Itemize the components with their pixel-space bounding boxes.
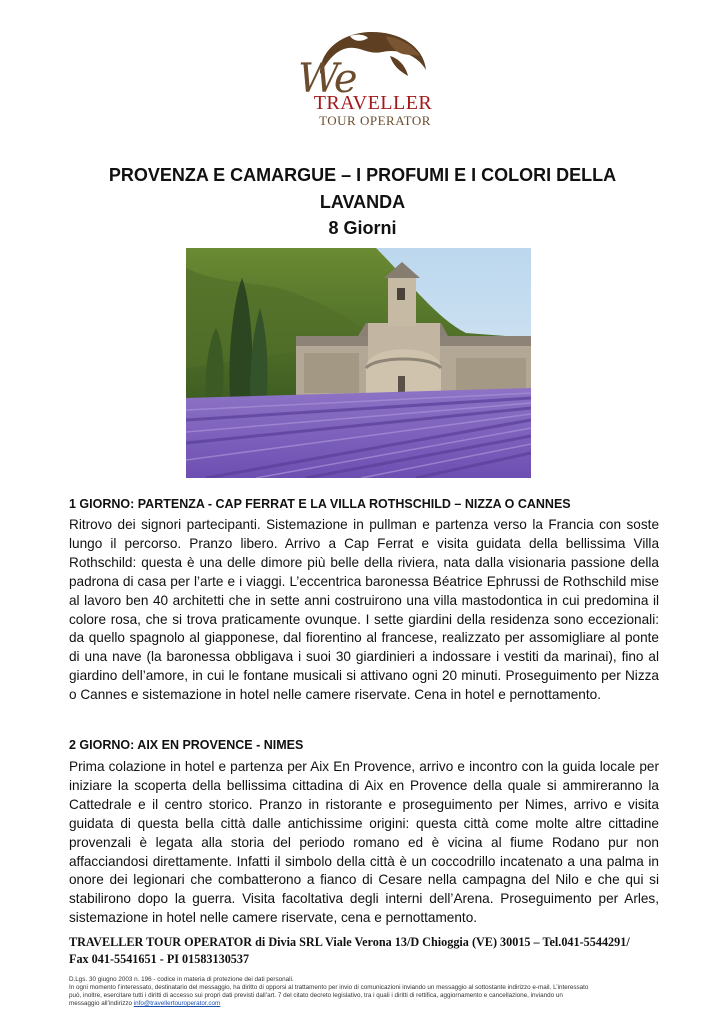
day-1-description: Ritrovo dei signori partecipanti. Sistemazione in pullman e partenza verso la Francia con soste lungo il percorso. Pranzo libero. Arrivo a Cap Ferrat e visita guidata della bellissima Villa Rothschild: questa è una delle dimore più belle della riviera, nata dalla visionaria passione della padrona di casa per l’arte e i viaggi. L’eccentrica baronessa Béatrice Ephrussi de Rothschild mise al lavoro ben 40 architetti che in sette anni costruirono una villa mastodontica in cui predomina il colore rosa, che si trova praticamente ovunque. I sette giardini della residenza sono eccezionali: da quello spagnolo al giapponese, dal fiorentino al francese, realizzato per assomigliare al ponte di una nave (la baronessa obbligava i suoi 30 giardinieri a indossare i vestiti da marinai), fino al giardino dell’amore, in cui le fontane musicali si attivano ogni 20 minuti. Proseguimento per Nizza o Cannes e sistemazione in hotel nelle camere riservate. Cena in hotel e pernottamento. xyxy=(69,517,659,703)
day-1-heading: 1 GIORNO: PARTENZA - CAP FERRAT E LA VILLA ROTHSCHILD – NIZZA O CANNES xyxy=(69,497,571,511)
day-2-description: Prima colazione in hotel e partenza per Aix En Provence, arrivo e incontro con la guida locale per iniziare la scoperta della bellissima cittadina di Aix en Provence della quale si ammireranno la Cattedrale e il centro storico. Pranzo in ristorante e proseguimento per Nimes, arrivo e visita guidata di questa bella città dalle antichissime origini: questa città come molte altre cittadine provenzali è legata alla storia del periodo romano ed è vicina al fiume Rodano pur non affacciandosi direttamente. Infatti il simbolo della città è un coccodrillo incatenato a una palma in onore dei legionari che combatterono a fianco di Cesare nella campagna del Nilo e che qui si stabilirono dopo la guerra. Visita facoltativa degli interni dell’Arena. Proseguimento per Arles, sistemazione in hotel nelle camere riservate, cena e pernottamento. xyxy=(69,759,659,926)
company-contact-info xyxy=(69,934,669,968)
privacy-notice xyxy=(69,976,669,1008)
logo-brand-subtitle: TOUR OPERATOR xyxy=(319,113,431,128)
privacy-notice-line-2: In ogni momento l’interessato, destinatario del messaggio, ha diritto di opporsi al trattamento per invio di comunicazioni inviando un messaggio al sottostante indirizzo e-mail. L’interessato xyxy=(69,984,589,991)
document-title-line-2: LAVANDA xyxy=(319,192,406,212)
abbey-lavender-field-photo xyxy=(186,248,531,478)
privacy-notice-line-4-prefix: messaggio all’indirizzo xyxy=(69,1000,134,1007)
logo-script-text: We xyxy=(298,56,356,102)
logo-brand-name: TRAVELLER xyxy=(313,92,433,114)
company-logo xyxy=(290,26,440,130)
privacy-notice-line-1: D.Lgs. 30 giugno 2003 n. 196 - codice in materia di protezione dei dati personali. xyxy=(69,976,294,983)
company-contact-line-1: TRAVELLER TOUR OPERATOR di Divia SRL Viale Verona 13/D Chioggia (VE) 30015 – Tel.041-5544291/ xyxy=(69,935,630,949)
privacy-notice-line-4 xyxy=(69,1000,669,1008)
document-title-line-1: PROVENZA E CAMARGUE – I PROFUMI E I COLORI DELLA xyxy=(108,165,617,185)
document-duration: 8 Giorni xyxy=(328,218,397,238)
email-link[interactable]: info@travellertouroperator.com xyxy=(133,1000,221,1007)
company-contact-line-2: Fax 041-5541651 - PI 01583130537 xyxy=(69,952,250,966)
privacy-notice-line-3: può, inoltre, esercitare tutti i diritti di accesso sui propri dati previsti dall’art. 7 del citato decreto legislativo, tra i quali i diritti di rettifica, aggiornamento e cancellazione, inviando un xyxy=(69,992,563,999)
day-2-heading: 2 GIORNO: AIX EN PROVENCE - NIMES xyxy=(69,738,304,752)
